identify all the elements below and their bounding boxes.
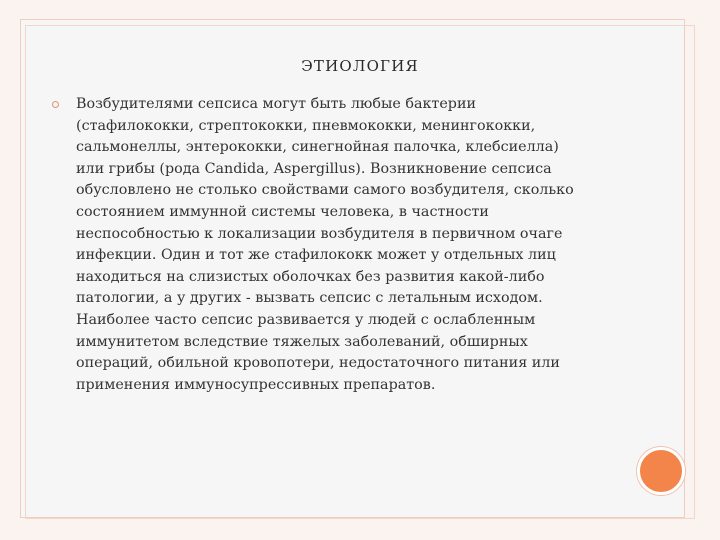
body-line: (стафилококки, стрептококки, пневмококки, менингококки, — [76, 117, 536, 134]
body-line: применения иммуносупрессивных препаратов. — [76, 376, 436, 393]
body-line: инфекции. Один и тот же стафилококк может у отдельных лиц — [76, 247, 556, 264]
body-line: иммунитетом вследствие тяжелых заболеваний, обширных — [76, 333, 528, 350]
body-line: сальмонеллы, энтерококки, синегнойная палочка, клебсиелла) — [76, 139, 559, 156]
body-line: патологии, а у других - вызвать сепсис с летальным исходом. — [76, 290, 543, 307]
circle-bullet-icon — [52, 101, 59, 108]
slide-body — [52, 94, 652, 396]
body-line: операций, обильной кровопотери, недостаточного питания или — [76, 355, 560, 372]
body-line: обусловлено не столько свойствами самого возбудителя, сколько — [76, 182, 574, 199]
body-line: состоянием иммунной системы человека, в частности — [76, 203, 489, 220]
body-line: Наиболее часто сепсис развивается у людей с ослабленным — [76, 311, 536, 328]
orange-circle-icon — [637, 447, 685, 495]
body-line: находиться на слизистых оболочках без развития какой-либо — [76, 268, 545, 285]
slide-title: ЭТИОЛОГИЯ — [301, 57, 419, 75]
body-line: Возбудителями сепсиса могут быть любые бактерии — [76, 96, 477, 112]
body-line: неспособностью к локализации возбудителя в первичном очаге — [76, 225, 563, 242]
body-paragraph — [76, 94, 652, 396]
body-line: или грибы (рода Candida, Aspergillus). Возникновение сепсиса — [76, 160, 552, 177]
